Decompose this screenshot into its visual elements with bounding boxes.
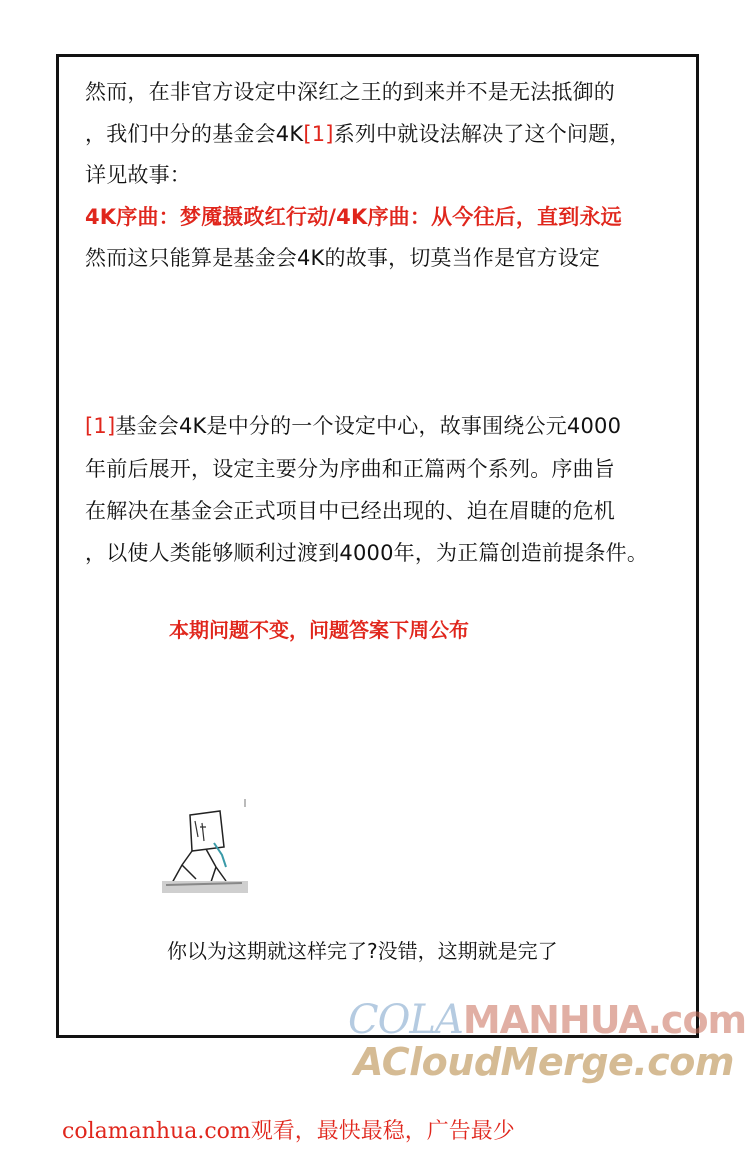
paragraph-line-2 xyxy=(85,119,631,149)
footnote-line-4: ，以使人类能够顺利过渡到4000年，为正篇创造前提条件。 xyxy=(85,541,649,565)
page-frame xyxy=(56,54,699,1038)
footnote-line-3: 在解决在基金会正式项目中已经出现的、迫在眉睫的危机 xyxy=(85,499,615,523)
watermark-acloudmerge: ACloudMerge.com xyxy=(354,1040,734,1084)
ending-text: 你以为这期就这样完了?没错，这期就是完了 xyxy=(167,939,558,963)
watermark-cola-part: COLA xyxy=(348,997,463,1043)
watermark-manhua-part: MANHUA.com xyxy=(462,998,747,1042)
paragraph-line-2-text-a: ，我们中分的基金会4K xyxy=(85,122,304,146)
paragraph-line-2-text-b: 系列中就设法解决了这个问题， xyxy=(333,122,631,146)
paragraph-line-5: 然而这只能算是基金会4K的故事，切莫当作是官方设定 xyxy=(85,246,601,270)
doodle-figure-icon xyxy=(162,797,248,893)
footer-ad-link[interactable]: colamanhua.com观看，最快最稳，广告最少 xyxy=(62,1119,515,1144)
notice-text: 本期问题不变，问题答案下周公布 xyxy=(169,618,469,642)
footnote-marker: [1] xyxy=(85,414,116,438)
footnote-line-2: 年前后展开，设定主要分为序曲和正篇两个系列。序曲旨 xyxy=(85,457,615,481)
watermark-colamanhua xyxy=(348,998,746,1042)
story-links[interactable]: 4K序曲：梦魇摄政红行动/4K序曲：从今往后，直到永远 xyxy=(85,205,622,229)
footnote-line-1-text: 基金会4K是中分的一个设定中心，故事围绕公元4000 xyxy=(115,414,622,438)
doodle-figure-image xyxy=(162,797,248,893)
footnote-reference[interactable]: [1] xyxy=(303,122,334,146)
footnote-line-1 xyxy=(85,411,621,441)
paragraph-line-1: 然而，在非官方设定中深红之王的到来并不是无法抵御的 xyxy=(85,80,615,104)
paragraph-line-3: 详见故事： xyxy=(85,163,191,187)
